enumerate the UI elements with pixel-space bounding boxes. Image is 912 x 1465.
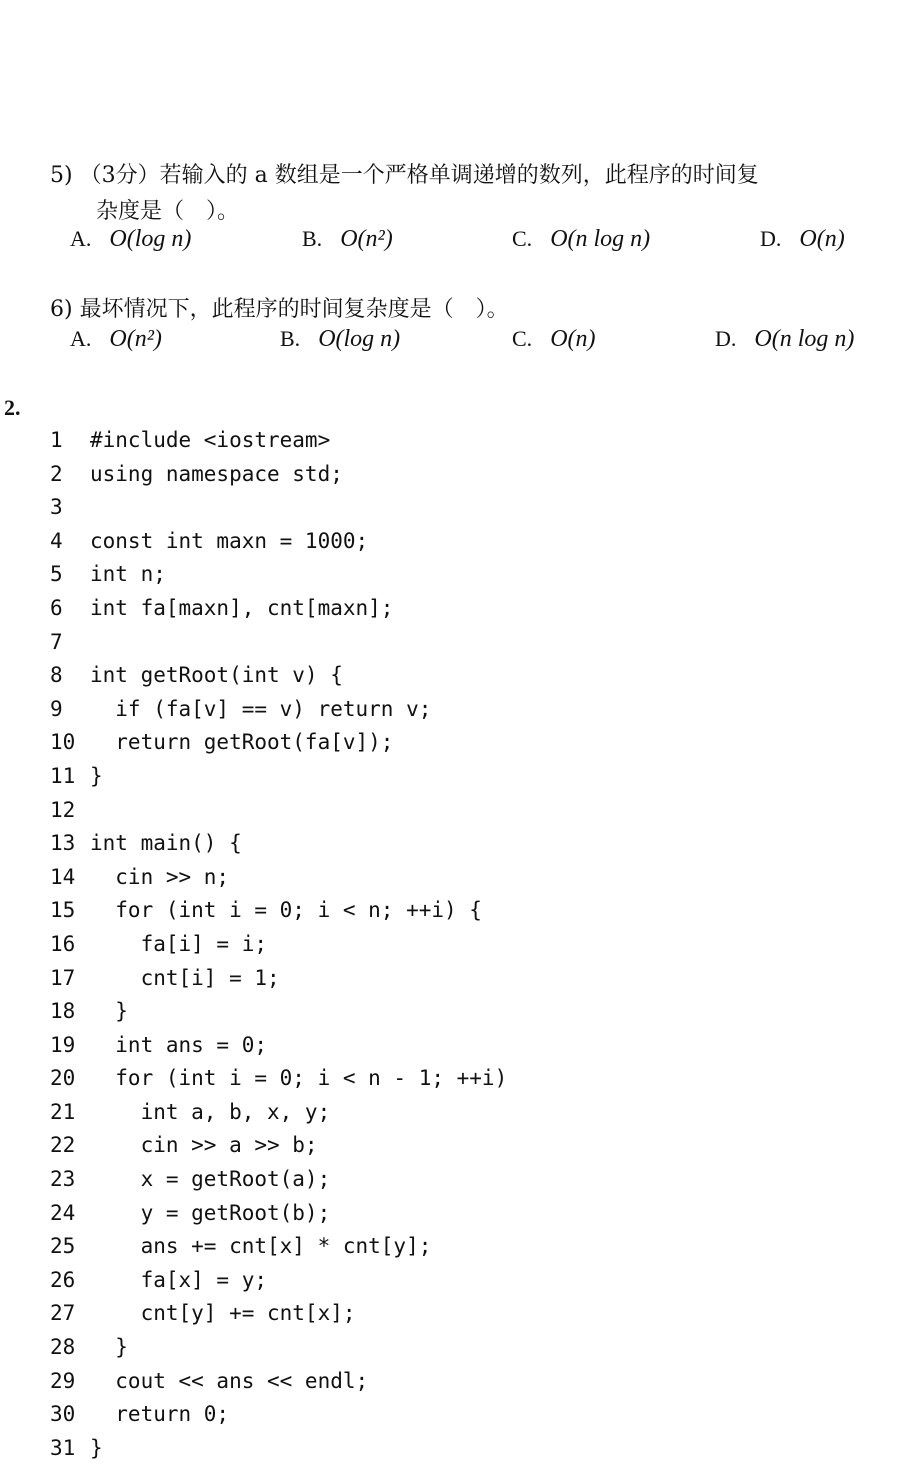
code-line xyxy=(50,1096,507,1130)
code-line xyxy=(50,995,507,1029)
code-text: int a, b, x, y; xyxy=(90,1099,331,1124)
code-line xyxy=(50,1398,507,1432)
option-a[interactable] xyxy=(70,226,191,253)
code-line xyxy=(50,659,507,693)
code-text: x = getRoot(a); xyxy=(90,1167,331,1192)
option-d[interactable] xyxy=(760,226,845,253)
option-expr: O(log n) xyxy=(318,326,401,352)
line-number: 15 xyxy=(50,898,76,923)
line-number: 6 xyxy=(50,595,63,620)
option-expr: O(log n) xyxy=(109,226,192,252)
line-number: 12 xyxy=(50,797,76,822)
question-label: 6) xyxy=(50,297,73,322)
code-text: if (fa[v] == v) return v; xyxy=(90,696,432,721)
option-expr: O(n²) xyxy=(109,326,162,352)
line-number: 20 xyxy=(50,1066,76,1091)
option-letter: A. xyxy=(70,226,92,251)
question-text: 最坏情况下，此程序的时间复杂度是（ ）。 xyxy=(79,297,509,322)
code-text: } xyxy=(90,999,128,1024)
code-text: using namespace std; xyxy=(90,461,343,486)
code-text: cnt[i] = 1; xyxy=(90,965,280,990)
code-text: cin >> a >> b; xyxy=(90,1133,318,1158)
option-letter: A. xyxy=(70,326,92,351)
code-line xyxy=(50,693,507,727)
code-line xyxy=(50,760,507,794)
line-number: 7 xyxy=(50,629,63,654)
line-number: 5 xyxy=(50,562,63,587)
code-text: fa[x] = y; xyxy=(90,1267,268,1292)
code-line xyxy=(50,794,507,828)
option-b[interactable] xyxy=(280,326,400,353)
option-letter: B. xyxy=(302,226,323,251)
line-number: 22 xyxy=(50,1133,76,1158)
line-number: 21 xyxy=(50,1099,76,1124)
question-5-text-cont: 杂度是（ ）。 xyxy=(96,199,240,224)
code-text: y = getRoot(b); xyxy=(90,1200,331,1225)
line-number: 31 xyxy=(50,1435,76,1460)
code-line xyxy=(50,1029,507,1063)
code-text: return 0; xyxy=(90,1402,230,1427)
code-text: } xyxy=(90,1335,128,1360)
problem-number: 2. xyxy=(4,395,21,420)
option-expr: O(n log n) xyxy=(550,226,651,252)
code-line xyxy=(50,1432,507,1465)
line-number: 28 xyxy=(50,1335,76,1360)
code-text: int getRoot(int v) { xyxy=(90,663,343,688)
line-number: 4 xyxy=(50,528,63,553)
code-text: for (int i = 0; i < n; ++i) { xyxy=(90,898,482,923)
code-text: int n; xyxy=(90,562,166,587)
line-number: 16 xyxy=(50,931,76,956)
code-text: cnt[y] += cnt[x]; xyxy=(90,1301,356,1326)
code-line xyxy=(50,827,507,861)
code-line xyxy=(50,558,507,592)
code-line xyxy=(50,458,507,492)
option-c[interactable] xyxy=(512,326,596,353)
question-5-text xyxy=(50,158,759,189)
code-text: return getRoot(fa[v]); xyxy=(90,730,394,755)
code-line xyxy=(50,1062,507,1096)
code-text: #include <iostream> xyxy=(90,428,331,452)
question-label: 5) xyxy=(50,163,73,188)
question-text: （3分）若输入的 a 数组是一个严格单调递增的数列，此程序的时间复 xyxy=(79,163,759,188)
line-number: 14 xyxy=(50,864,76,889)
line-number: 26 xyxy=(50,1267,76,1292)
option-expr: O(n log n) xyxy=(754,326,855,352)
line-number: 23 xyxy=(50,1167,76,1192)
code-line xyxy=(50,962,507,996)
code-line xyxy=(50,1365,507,1399)
option-c[interactable] xyxy=(512,226,650,253)
code-line xyxy=(50,726,507,760)
code-text: const int maxn = 1000; xyxy=(90,528,369,553)
line-number: 30 xyxy=(50,1402,76,1427)
code-line xyxy=(50,626,507,660)
code-line xyxy=(50,525,507,559)
code-line xyxy=(50,1230,507,1264)
code-line xyxy=(50,1297,507,1331)
option-letter: B. xyxy=(280,326,301,351)
line-number: 13 xyxy=(50,831,76,856)
code-line xyxy=(50,894,507,928)
code-text: int ans = 0; xyxy=(90,1032,268,1057)
code-text: cout << ans << endl; xyxy=(90,1368,369,1393)
line-number: 3 xyxy=(50,495,63,520)
option-letter: D. xyxy=(715,326,737,351)
code-text: int main() { xyxy=(90,831,242,856)
option-expr: O(n) xyxy=(799,226,845,252)
line-number: 11 xyxy=(50,763,76,788)
code-text: ans += cnt[x] * cnt[y]; xyxy=(90,1234,432,1259)
code-line xyxy=(50,1264,507,1298)
option-expr: O(n²) xyxy=(340,226,393,252)
code-listing xyxy=(50,424,507,1465)
line-number: 18 xyxy=(50,999,76,1024)
option-b[interactable] xyxy=(302,226,393,253)
line-number: 27 xyxy=(50,1301,76,1326)
line-number: 10 xyxy=(50,730,76,755)
line-number: 29 xyxy=(50,1368,76,1393)
code-line xyxy=(50,424,507,458)
line-number: 8 xyxy=(50,663,63,688)
code-line xyxy=(50,1197,507,1231)
line-number: 24 xyxy=(50,1200,76,1225)
option-letter: C. xyxy=(512,226,533,251)
line-number: 19 xyxy=(50,1032,76,1057)
option-a[interactable] xyxy=(70,326,162,353)
code-line xyxy=(50,861,507,895)
code-line xyxy=(50,1331,507,1365)
code-text: for (int i = 0; i < n - 1; ++i) xyxy=(90,1066,508,1091)
option-expr: O(n) xyxy=(550,326,596,352)
code-text: } xyxy=(90,763,103,788)
code-text: int fa[maxn], cnt[maxn]; xyxy=(90,595,394,620)
line-number: 2 xyxy=(50,461,63,486)
question-6-text xyxy=(50,292,509,323)
code-line xyxy=(50,928,507,962)
line-number: 17 xyxy=(50,965,76,990)
code-line xyxy=(50,592,507,626)
line-number: 9 xyxy=(50,696,63,721)
code-text: } xyxy=(90,1435,103,1460)
code-text: fa[i] = i; xyxy=(90,931,268,956)
code-text: cin >> n; xyxy=(90,864,230,889)
line-number: 25 xyxy=(50,1234,76,1259)
code-line xyxy=(50,491,507,525)
option-letter: C. xyxy=(512,326,533,351)
option-d[interactable] xyxy=(715,326,854,353)
code-line xyxy=(50,1163,507,1197)
code-line xyxy=(50,1129,507,1163)
option-letter: D. xyxy=(760,226,782,251)
line-number: 1 xyxy=(50,428,63,452)
